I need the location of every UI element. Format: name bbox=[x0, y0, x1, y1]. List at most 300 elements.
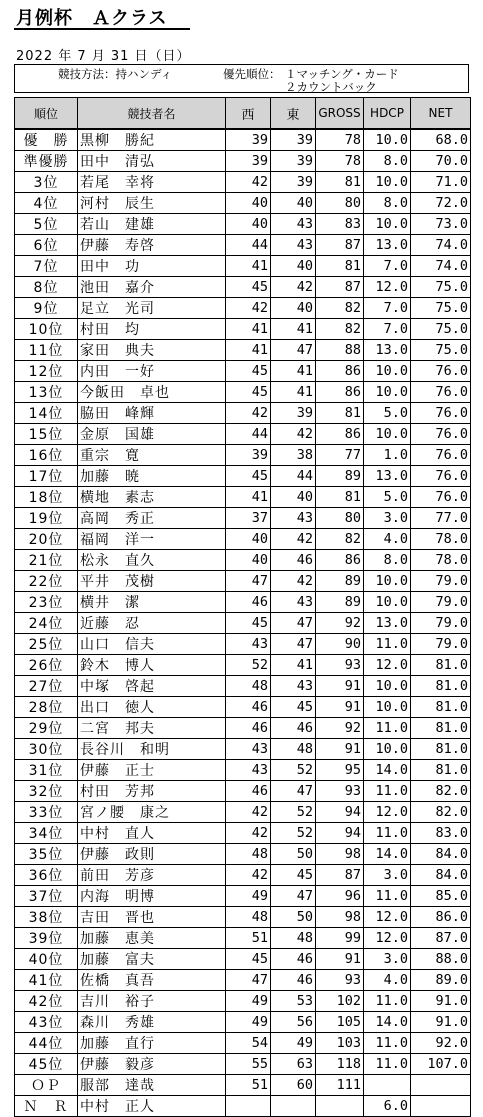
name-cell: 宮ノ腰 康之 bbox=[78, 802, 226, 823]
table-row bbox=[15, 403, 471, 424]
table-row bbox=[15, 1033, 471, 1054]
net-score-cell: 74.0 bbox=[411, 256, 471, 277]
west-score-cell: 41 bbox=[226, 256, 271, 277]
name-cell: 加藤 直行 bbox=[78, 1033, 226, 1054]
gross-score-cell: 92 bbox=[316, 718, 364, 739]
hdcp-cell: 4.0 bbox=[364, 970, 411, 991]
west-score-cell: 42 bbox=[226, 802, 271, 823]
east-score-cell: 48 bbox=[271, 739, 316, 760]
rank-cell: 8位 bbox=[15, 277, 78, 298]
gross-score-cell: 77 bbox=[316, 445, 364, 466]
east-score-cell: 39 bbox=[271, 151, 316, 172]
hdcp-cell: 5.0 bbox=[364, 403, 411, 424]
hdcp-cell: 10.0 bbox=[364, 739, 411, 760]
net-score-cell: 76.0 bbox=[411, 403, 471, 424]
table-row bbox=[15, 529, 471, 550]
hdcp-cell: 7.0 bbox=[364, 298, 411, 319]
net-score-cell: 79.0 bbox=[411, 634, 471, 655]
gross-score-cell: 83 bbox=[316, 214, 364, 235]
table-row bbox=[15, 487, 471, 508]
name-cell: 前田 芳彦 bbox=[78, 865, 226, 886]
results-table bbox=[14, 97, 471, 1117]
net-score-cell: 86.0 bbox=[411, 907, 471, 928]
table-row bbox=[15, 718, 471, 739]
rank-cell: 38位 bbox=[15, 907, 78, 928]
west-score-cell: 40 bbox=[226, 193, 271, 214]
table-row bbox=[15, 361, 471, 382]
header-west: 西 bbox=[226, 98, 271, 130]
hdcp-cell: 13.0 bbox=[364, 235, 411, 256]
gross-score-cell: 89 bbox=[316, 571, 364, 592]
west-score-cell: 39 bbox=[226, 151, 271, 172]
name-cell: 近藤 忍 bbox=[78, 613, 226, 634]
net-score-cell: 76.0 bbox=[411, 382, 471, 403]
table-row bbox=[15, 256, 471, 277]
name-cell: 鈴木 博人 bbox=[78, 655, 226, 676]
gross-score-cell: 81 bbox=[316, 256, 364, 277]
rank-cell: 16位 bbox=[15, 445, 78, 466]
east-score-cell: 41 bbox=[271, 361, 316, 382]
table-row bbox=[15, 655, 471, 676]
gross-score-cell: 78 bbox=[316, 129, 364, 151]
name-cell: 伊藤 正士 bbox=[78, 760, 226, 781]
east-score-cell: 52 bbox=[271, 823, 316, 844]
rank-cell: 29位 bbox=[15, 718, 78, 739]
rank-cell: 44位 bbox=[15, 1033, 78, 1054]
rank-cell: 22位 bbox=[15, 571, 78, 592]
name-cell: 池田 嘉介 bbox=[78, 277, 226, 298]
hdcp-cell: 8.0 bbox=[364, 151, 411, 172]
east-score-cell: 40 bbox=[271, 487, 316, 508]
gross-score-cell: 93 bbox=[316, 655, 364, 676]
name-cell: 加藤 富夫 bbox=[78, 949, 226, 970]
name-cell: 伊藤 寿啓 bbox=[78, 235, 226, 256]
name-cell: 横井 潔 bbox=[78, 592, 226, 613]
east-score-cell: 50 bbox=[271, 844, 316, 865]
name-cell: 若山 建雄 bbox=[78, 214, 226, 235]
gross-score-cell: 86 bbox=[316, 382, 364, 403]
hdcp-cell: 12.0 bbox=[364, 907, 411, 928]
table-row bbox=[15, 508, 471, 529]
net-score-cell: 88.0 bbox=[411, 949, 471, 970]
table-row bbox=[15, 886, 471, 907]
east-score-cell: 38 bbox=[271, 445, 316, 466]
gross-score-cell: 81 bbox=[316, 403, 364, 424]
hdcp-cell: 10.0 bbox=[364, 571, 411, 592]
west-score-cell: 42 bbox=[226, 865, 271, 886]
east-score-cell: 40 bbox=[271, 298, 316, 319]
name-cell: 中村 正人 bbox=[78, 1096, 226, 1117]
east-score-cell: 50 bbox=[271, 907, 316, 928]
rank-cell: 優 勝 bbox=[15, 129, 78, 151]
name-cell: 二宮 邦夫 bbox=[78, 718, 226, 739]
west-score-cell: 45 bbox=[226, 613, 271, 634]
gross-score-cell: 88 bbox=[316, 340, 364, 361]
gross-score-cell: 86 bbox=[316, 550, 364, 571]
hdcp-cell: 4.0 bbox=[364, 529, 411, 550]
west-score-cell: 46 bbox=[226, 718, 271, 739]
name-cell: 吉川 裕子 bbox=[78, 991, 226, 1012]
net-score-cell: 79.0 bbox=[411, 592, 471, 613]
hdcp-cell: 10.0 bbox=[364, 361, 411, 382]
rank-cell: 27位 bbox=[15, 676, 78, 697]
net-score-cell: 81.0 bbox=[411, 655, 471, 676]
net-score-cell: 81.0 bbox=[411, 697, 471, 718]
east-score-cell: 47 bbox=[271, 886, 316, 907]
east-score-cell: 43 bbox=[271, 508, 316, 529]
west-score-cell: 49 bbox=[226, 886, 271, 907]
table-row bbox=[15, 151, 471, 172]
gross-score-cell: 118 bbox=[316, 1054, 364, 1075]
name-cell: 田中 功 bbox=[78, 256, 226, 277]
title-underline bbox=[14, 28, 190, 30]
hdcp-cell: 11.0 bbox=[364, 1054, 411, 1075]
name-cell: 若尾 幸将 bbox=[78, 172, 226, 193]
east-score-cell: 47 bbox=[271, 781, 316, 802]
gross-score-cell: 80 bbox=[316, 193, 364, 214]
hdcp-cell: 8.0 bbox=[364, 193, 411, 214]
hdcp-cell: 14.0 bbox=[364, 760, 411, 781]
east-score-cell: 53 bbox=[271, 991, 316, 1012]
hdcp-cell: 12.0 bbox=[364, 802, 411, 823]
table-row bbox=[15, 298, 471, 319]
west-score-cell: 48 bbox=[226, 907, 271, 928]
gross-score-cell: 87 bbox=[316, 277, 364, 298]
name-cell: 伊藤 政則 bbox=[78, 844, 226, 865]
rank-cell: 41位 bbox=[15, 970, 78, 991]
net-score-cell: 79.0 bbox=[411, 613, 471, 634]
name-cell: 村田 芳邦 bbox=[78, 781, 226, 802]
name-cell: 出口 徳人 bbox=[78, 697, 226, 718]
gross-score-cell: 103 bbox=[316, 1033, 364, 1054]
east-score-cell: 56 bbox=[271, 1012, 316, 1033]
east-score-cell: 45 bbox=[271, 865, 316, 886]
net-score-cell: 75.0 bbox=[411, 319, 471, 340]
hdcp-cell: 11.0 bbox=[364, 1033, 411, 1054]
net-score-cell: 71.0 bbox=[411, 172, 471, 193]
rank-cell: 13位 bbox=[15, 382, 78, 403]
west-score-cell: 40 bbox=[226, 214, 271, 235]
west-score-cell: 48 bbox=[226, 676, 271, 697]
name-cell: 家田 典夫 bbox=[78, 340, 226, 361]
table-row bbox=[15, 676, 471, 697]
rank-cell: 32位 bbox=[15, 781, 78, 802]
east-score-cell: 52 bbox=[271, 760, 316, 781]
gross-score-cell: 86 bbox=[316, 424, 364, 445]
name-cell: 田中 清弘 bbox=[78, 151, 226, 172]
name-cell: 加藤 暁 bbox=[78, 466, 226, 487]
east-score-cell: 47 bbox=[271, 634, 316, 655]
rank-cell: 18位 bbox=[15, 487, 78, 508]
west-score-cell: 46 bbox=[226, 592, 271, 613]
table-row bbox=[15, 802, 471, 823]
name-cell: 佐橋 真吾 bbox=[78, 970, 226, 991]
gross-score-cell: 94 bbox=[316, 823, 364, 844]
gross-score-cell: 87 bbox=[316, 865, 364, 886]
name-cell: 中村 直人 bbox=[78, 823, 226, 844]
gross-score-cell bbox=[316, 1096, 364, 1117]
hdcp-cell: 10.0 bbox=[364, 424, 411, 445]
name-cell: 金原 国雄 bbox=[78, 424, 226, 445]
name-cell: 河村 辰生 bbox=[78, 193, 226, 214]
hdcp-cell: 6.0 bbox=[364, 1096, 411, 1117]
west-score-cell: 54 bbox=[226, 1033, 271, 1054]
east-score-cell: 49 bbox=[271, 1033, 316, 1054]
east-score-cell: 40 bbox=[271, 256, 316, 277]
rank-cell: 30位 bbox=[15, 739, 78, 760]
name-cell: 加藤 恵美 bbox=[78, 928, 226, 949]
header-net: NET bbox=[411, 98, 471, 130]
table-row bbox=[15, 970, 471, 991]
hdcp-cell: 10.0 bbox=[364, 172, 411, 193]
net-score-cell: 78.0 bbox=[411, 529, 471, 550]
rank-cell: 14位 bbox=[15, 403, 78, 424]
gross-score-cell: 94 bbox=[316, 802, 364, 823]
west-score-cell: 45 bbox=[226, 361, 271, 382]
gross-score-cell: 81 bbox=[316, 487, 364, 508]
gross-score-cell: 89 bbox=[316, 466, 364, 487]
east-score-cell: 43 bbox=[271, 214, 316, 235]
table-row bbox=[15, 235, 471, 256]
gross-score-cell: 86 bbox=[316, 361, 364, 382]
hdcp-cell: 11.0 bbox=[364, 634, 411, 655]
east-score-cell: 42 bbox=[271, 424, 316, 445]
west-score-cell: 48 bbox=[226, 844, 271, 865]
hdcp-cell: 12.0 bbox=[364, 928, 411, 949]
hdcp-cell: 11.0 bbox=[364, 718, 411, 739]
west-score-cell: 40 bbox=[226, 529, 271, 550]
hdcp-cell: 13.0 bbox=[364, 340, 411, 361]
east-score-cell: 41 bbox=[271, 319, 316, 340]
net-score-cell: 74.0 bbox=[411, 235, 471, 256]
name-cell: 福岡 洋一 bbox=[78, 529, 226, 550]
west-score-cell: 45 bbox=[226, 949, 271, 970]
net-score-cell: 107.0 bbox=[411, 1054, 471, 1075]
name-cell: 重宗 寛 bbox=[78, 445, 226, 466]
gross-score-cell: 87 bbox=[316, 235, 364, 256]
west-score-cell: 42 bbox=[226, 403, 271, 424]
gross-score-cell: 82 bbox=[316, 298, 364, 319]
gross-score-cell: 96 bbox=[316, 886, 364, 907]
net-score-cell: 81.0 bbox=[411, 760, 471, 781]
west-score-cell bbox=[226, 1096, 271, 1117]
east-score-cell: 43 bbox=[271, 592, 316, 613]
name-cell: 横地 素志 bbox=[78, 487, 226, 508]
net-score-cell: 75.0 bbox=[411, 298, 471, 319]
rank-cell: 34位 bbox=[15, 823, 78, 844]
name-cell: 山口 信夫 bbox=[78, 634, 226, 655]
hdcp-cell: 14.0 bbox=[364, 844, 411, 865]
priority-label: 優先順位： bbox=[223, 67, 281, 81]
rank-cell: 40位 bbox=[15, 949, 78, 970]
name-cell: 脇田 峰輝 bbox=[78, 403, 226, 424]
west-score-cell: 43 bbox=[226, 634, 271, 655]
gross-score-cell: 81 bbox=[316, 172, 364, 193]
rank-cell: 5位 bbox=[15, 214, 78, 235]
rank-cell: 43位 bbox=[15, 1012, 78, 1033]
table-row bbox=[15, 445, 471, 466]
table-row bbox=[15, 1054, 471, 1075]
rank-cell: 7位 bbox=[15, 256, 78, 277]
east-score-cell: 41 bbox=[271, 655, 316, 676]
rank-cell: 31位 bbox=[15, 760, 78, 781]
east-score-cell: 39 bbox=[271, 172, 316, 193]
rank-cell: 26位 bbox=[15, 655, 78, 676]
net-score-cell: 82.0 bbox=[411, 781, 471, 802]
west-score-cell: 42 bbox=[226, 298, 271, 319]
east-score-cell: 52 bbox=[271, 802, 316, 823]
rank-cell: 15位 bbox=[15, 424, 78, 445]
east-score-cell: 40 bbox=[271, 193, 316, 214]
gross-score-cell: 105 bbox=[316, 1012, 364, 1033]
hdcp-cell: 10.0 bbox=[364, 382, 411, 403]
gross-score-cell: 92 bbox=[316, 613, 364, 634]
table-row bbox=[15, 277, 471, 298]
west-score-cell: 42 bbox=[226, 823, 271, 844]
west-score-cell: 46 bbox=[226, 781, 271, 802]
table-header-row bbox=[15, 98, 471, 130]
net-score-cell: 89.0 bbox=[411, 970, 471, 991]
west-score-cell: 42 bbox=[226, 172, 271, 193]
west-score-cell: 49 bbox=[226, 1012, 271, 1033]
east-score-cell: 60 bbox=[271, 1075, 316, 1096]
west-score-cell: 40 bbox=[226, 550, 271, 571]
table-row bbox=[15, 844, 471, 865]
rank-cell: 6位 bbox=[15, 235, 78, 256]
table-row bbox=[15, 172, 471, 193]
priority-rule-2: ２カウントバック bbox=[285, 80, 377, 94]
hdcp-cell: 11.0 bbox=[364, 886, 411, 907]
west-score-cell: 39 bbox=[226, 129, 271, 151]
gross-score-cell: 98 bbox=[316, 907, 364, 928]
gross-score-cell: 91 bbox=[316, 697, 364, 718]
west-score-cell: 55 bbox=[226, 1054, 271, 1075]
net-score-cell: 76.0 bbox=[411, 361, 471, 382]
hdcp-cell: 10.0 bbox=[364, 697, 411, 718]
hdcp-cell: 11.0 bbox=[364, 823, 411, 844]
rank-cell: 9位 bbox=[15, 298, 78, 319]
gross-score-cell: 102 bbox=[316, 991, 364, 1012]
gross-score-cell: 91 bbox=[316, 949, 364, 970]
rank-cell: 3位 bbox=[15, 172, 78, 193]
table-row bbox=[15, 760, 471, 781]
table-row bbox=[15, 382, 471, 403]
east-score-cell: 42 bbox=[271, 529, 316, 550]
west-score-cell: 47 bbox=[226, 970, 271, 991]
header-gross: GROSS bbox=[316, 98, 364, 130]
table-row bbox=[15, 613, 471, 634]
table-row bbox=[15, 550, 471, 571]
hdcp-cell: 7.0 bbox=[364, 319, 411, 340]
name-cell: 村田 均 bbox=[78, 319, 226, 340]
table-row bbox=[15, 823, 471, 844]
competition-info-box bbox=[14, 64, 469, 93]
rank-cell: ＯＰ bbox=[15, 1075, 78, 1096]
hdcp-cell: 3.0 bbox=[364, 508, 411, 529]
hdcp-cell: 5.0 bbox=[364, 487, 411, 508]
rank-cell: 4位 bbox=[15, 193, 78, 214]
hdcp-cell: 11.0 bbox=[364, 991, 411, 1012]
net-score-cell: 77.0 bbox=[411, 508, 471, 529]
net-score-cell: 76.0 bbox=[411, 445, 471, 466]
name-cell: 長谷川 和明 bbox=[78, 739, 226, 760]
net-score-cell: 75.0 bbox=[411, 277, 471, 298]
table-row bbox=[15, 907, 471, 928]
name-cell: 平井 茂樹 bbox=[78, 571, 226, 592]
net-score-cell: 82.0 bbox=[411, 802, 471, 823]
east-score-cell: 47 bbox=[271, 613, 316, 634]
rank-cell: 37位 bbox=[15, 886, 78, 907]
table-row bbox=[15, 340, 471, 361]
east-score-cell: 46 bbox=[271, 970, 316, 991]
hdcp-cell: 10.0 bbox=[364, 592, 411, 613]
hdcp-cell: 10.0 bbox=[364, 676, 411, 697]
hdcp-cell: 14.0 bbox=[364, 1012, 411, 1033]
net-score-cell: 70.0 bbox=[411, 151, 471, 172]
name-cell: 今飯田 卓也 bbox=[78, 382, 226, 403]
gross-score-cell: 80 bbox=[316, 508, 364, 529]
west-score-cell: 51 bbox=[226, 928, 271, 949]
net-score-cell: 79.0 bbox=[411, 571, 471, 592]
table-row bbox=[15, 1096, 471, 1117]
gross-score-cell: 82 bbox=[316, 529, 364, 550]
rank-cell: 23位 bbox=[15, 592, 78, 613]
name-cell: 高岡 秀正 bbox=[78, 508, 226, 529]
net-score-cell: 76.0 bbox=[411, 466, 471, 487]
table-row bbox=[15, 865, 471, 886]
table-row bbox=[15, 214, 471, 235]
west-score-cell: 44 bbox=[226, 424, 271, 445]
net-score-cell: 84.0 bbox=[411, 865, 471, 886]
hdcp-cell: 11.0 bbox=[364, 781, 411, 802]
table-row bbox=[15, 781, 471, 802]
hdcp-cell: 1.0 bbox=[364, 445, 411, 466]
competition-method: 競技方法：持ハンディ bbox=[58, 67, 173, 81]
net-score-cell: 91.0 bbox=[411, 1012, 471, 1033]
west-score-cell: 37 bbox=[226, 508, 271, 529]
hdcp-cell: 13.0 bbox=[364, 613, 411, 634]
west-score-cell: 44 bbox=[226, 235, 271, 256]
rank-cell: 準優勝 bbox=[15, 151, 78, 172]
rank-cell: 20位 bbox=[15, 529, 78, 550]
header-name: 競技者名 bbox=[78, 98, 226, 130]
rank-cell: 28位 bbox=[15, 697, 78, 718]
west-score-cell: 43 bbox=[226, 739, 271, 760]
rank-cell: 19位 bbox=[15, 508, 78, 529]
net-score-cell: 76.0 bbox=[411, 487, 471, 508]
net-score-cell: 87.0 bbox=[411, 928, 471, 949]
net-score-cell: 81.0 bbox=[411, 718, 471, 739]
table-row bbox=[15, 466, 471, 487]
west-score-cell: 52 bbox=[226, 655, 271, 676]
east-score-cell: 42 bbox=[271, 277, 316, 298]
gross-score-cell: 91 bbox=[316, 739, 364, 760]
name-cell: 森川 秀雄 bbox=[78, 1012, 226, 1033]
east-score-cell: 43 bbox=[271, 235, 316, 256]
table-row bbox=[15, 991, 471, 1012]
hdcp-cell: 3.0 bbox=[364, 949, 411, 970]
west-score-cell: 41 bbox=[226, 319, 271, 340]
east-score-cell: 46 bbox=[271, 949, 316, 970]
table-row bbox=[15, 193, 471, 214]
east-score-cell: 44 bbox=[271, 466, 316, 487]
table-row bbox=[15, 1012, 471, 1033]
gross-score-cell: 78 bbox=[316, 151, 364, 172]
net-score-cell bbox=[411, 1096, 471, 1117]
net-score-cell: 72.0 bbox=[411, 193, 471, 214]
rank-cell: 17位 bbox=[15, 466, 78, 487]
hdcp-cell: 13.0 bbox=[364, 466, 411, 487]
